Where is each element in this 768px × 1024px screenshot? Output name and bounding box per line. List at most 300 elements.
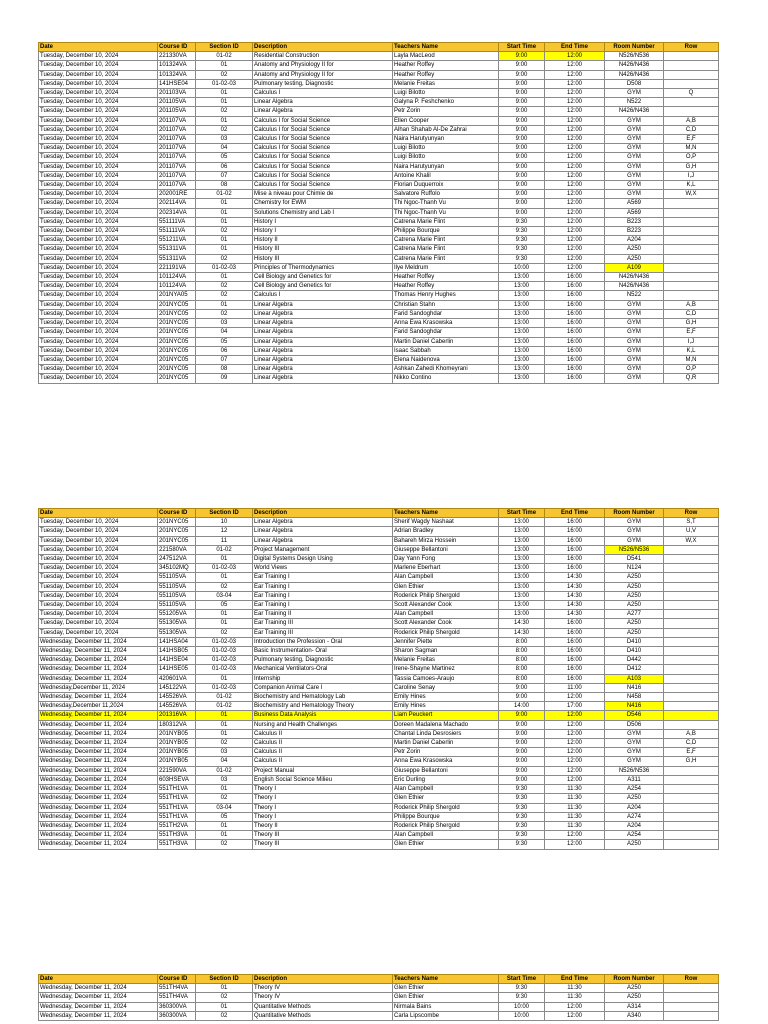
course-id-cell: 551311VA (158, 245, 196, 254)
table-row (39, 355, 719, 364)
date-cell: Wednesday, December 11, 2024 (39, 821, 158, 830)
row-cell (664, 711, 719, 720)
date-cell: Tuesday, December 10, 2024 (39, 89, 158, 98)
description-cell: Calculus I for Social Science (253, 162, 393, 171)
section-id-cell: 01 (196, 61, 253, 70)
row-cell (664, 217, 719, 226)
course-id-cell: 201107VA (158, 153, 196, 162)
header-row (39, 43, 719, 52)
description-cell: Solutions Chemistry and Lab I (253, 208, 393, 217)
row-cell: C,D (664, 309, 719, 318)
date-cell: Wednesday, December 11, 2024 (39, 812, 158, 821)
end-time-cell: 14:30 (545, 573, 605, 582)
course-id-cell: 202001RE (158, 190, 196, 199)
course-id-cell: 551305VA (158, 628, 196, 637)
section-id-cell: 01-02-03 (196, 564, 253, 573)
end-time-cell: 12:00 (545, 107, 605, 116)
table-row (39, 282, 719, 291)
date-cell: Wednesday,December 11,2024 (39, 702, 158, 711)
table-row (39, 291, 719, 300)
row-cell: I,J (664, 171, 719, 180)
table-row (39, 70, 719, 79)
teacher-cell: Martin Daniel Caberlin (393, 337, 499, 346)
row-cell (664, 227, 719, 236)
teacher-cell: Caroline Senay (393, 683, 499, 692)
course-id-cell: 603HSEVA (158, 775, 196, 784)
course-id-cell: 551105VA (158, 573, 196, 582)
section-id-cell: 02 (196, 582, 253, 591)
table-row (39, 628, 719, 637)
end-time-cell: 16:00 (545, 628, 605, 637)
description-cell: Residential Construction (253, 52, 393, 61)
date-cell: Tuesday, December 10, 2024 (39, 79, 158, 88)
row-cell (664, 803, 719, 812)
teacher-cell: Ashkan Zahedi Khomeyrani (393, 365, 499, 374)
course-id-cell: 201107VA (158, 125, 196, 134)
row-cell: A,B (664, 116, 719, 125)
description-cell: Linear Algebra (253, 536, 393, 545)
teacher-cell: Petr Zorin (393, 107, 499, 116)
teacher-cell: Roderick Philip Shergold (393, 803, 499, 812)
course-id-cell: 551TH4VA (158, 984, 196, 993)
teacher-cell: Melanie Freitas (393, 656, 499, 665)
date-cell: Tuesday, December 10, 2024 (39, 527, 158, 536)
table-row (39, 190, 719, 199)
table-row (39, 263, 719, 272)
teacher-cell: Day Yann Fong (393, 555, 499, 564)
description-cell: Calculus I (253, 291, 393, 300)
description-cell: Cell Biology and Genetics for (253, 273, 393, 282)
start-time-cell: 9:00 (499, 116, 545, 125)
teacher-cell: Ilye Meldrum (393, 263, 499, 272)
section-id-cell: 01 (196, 555, 253, 564)
teacher-cell: Nirmala Bains (393, 1002, 499, 1011)
row-cell (664, 591, 719, 600)
date-cell: Tuesday, December 10, 2024 (39, 555, 158, 564)
start-time-cell: 9:00 (499, 153, 545, 162)
section-id-cell: 01 (196, 98, 253, 107)
course-id-cell: 101124VA (158, 282, 196, 291)
table-row (39, 610, 719, 619)
section-id-cell: 02 (196, 291, 253, 300)
row-cell (664, 582, 719, 591)
date-cell: Tuesday, December 10, 2024 (39, 227, 158, 236)
room-cell: GYM (605, 89, 664, 98)
room-cell: GYM (605, 328, 664, 337)
date-cell: Wednesday, December 11, 2024 (39, 656, 158, 665)
row-cell: M,N (664, 144, 719, 153)
teacher-cell: Luigi Bilotto (393, 89, 499, 98)
table-row (39, 144, 719, 153)
end-time-cell: 11:30 (545, 785, 605, 794)
row-cell (664, 628, 719, 637)
room-cell: A250 (605, 254, 664, 263)
start-time-cell: 9:30 (499, 217, 545, 226)
teacher-cell: Tassia Camoes-Araujo (393, 674, 499, 683)
date-cell: Tuesday, December 10, 2024 (39, 98, 158, 107)
course-id-cell: 201NYC05 (158, 328, 196, 337)
room-cell: A340 (605, 1011, 664, 1020)
section-id-cell: 01-02-03 (196, 79, 253, 88)
teacher-cell: Chantal Linda Desrosiers (393, 729, 499, 738)
section-id-cell: 01-02-03 (196, 683, 253, 692)
description-cell: Mechanical Ventilators-Oral (253, 665, 393, 674)
course-id-cell: 201107VA (158, 144, 196, 153)
description-cell: Principles of Thermodynamics (253, 263, 393, 272)
row-cell: E,F (664, 135, 719, 144)
description-cell: Theory II (253, 821, 393, 830)
start-time-cell: 13:00 (499, 309, 545, 318)
header-start: Start Time (499, 509, 545, 518)
date-cell: Tuesday, December 10, 2024 (39, 153, 158, 162)
section-id-cell: 03 (196, 748, 253, 757)
description-cell: Linear Algebra (253, 319, 393, 328)
description-cell: Theory IV (253, 993, 393, 1002)
room-cell: D546 (605, 711, 664, 720)
start-time-cell: 13:00 (499, 536, 545, 545)
section-id-cell: 02 (196, 309, 253, 318)
description-cell: Linear Algebra (253, 374, 393, 383)
row-cell: E,F (664, 748, 719, 757)
row-cell (664, 656, 719, 665)
end-time-cell: 12:00 (545, 153, 605, 162)
start-time-cell: 9:30 (499, 840, 545, 849)
description-cell: Calculus II (253, 739, 393, 748)
teacher-cell: Luigi Bilotto (393, 153, 499, 162)
start-time-cell: 9:00 (499, 739, 545, 748)
date-cell: Tuesday, December 10, 2024 (39, 582, 158, 591)
table-row (39, 748, 719, 757)
table-row (39, 245, 719, 254)
header-description: Description (253, 43, 393, 52)
date-cell: Wednesday, December 11, 2024 (39, 637, 158, 646)
table-row (39, 300, 719, 309)
description-cell: Ear Training III (253, 628, 393, 637)
table-row (39, 89, 719, 98)
room-cell: GYM (605, 181, 664, 190)
table-row (39, 656, 719, 665)
room-cell: A250 (605, 245, 664, 254)
start-time-cell: 13:00 (499, 527, 545, 536)
teacher-cell: Farid Sandoghdar (393, 328, 499, 337)
table-row (39, 674, 719, 683)
date-cell: Tuesday, December 10, 2024 (39, 536, 158, 545)
end-time-cell: 16:00 (545, 282, 605, 291)
table-row (39, 821, 719, 830)
start-time-cell: 9:00 (499, 729, 545, 738)
end-time-cell: 16:00 (545, 355, 605, 364)
start-time-cell: 9:00 (499, 125, 545, 134)
description-cell: Linear Algebra (253, 98, 393, 107)
table-row (39, 711, 719, 720)
room-cell: N526/N536 (605, 766, 664, 775)
start-time-cell: 9:30 (499, 993, 545, 1002)
header-row: Row (664, 509, 719, 518)
start-time-cell: 9:00 (499, 199, 545, 208)
teacher-cell: Scott Alexander Cook (393, 619, 499, 628)
course-id-cell: 201NYC05 (158, 355, 196, 364)
row-cell: Q (664, 89, 719, 98)
description-cell: Biochemistry and Hematology Theory (253, 702, 393, 711)
date-cell: Wednesday, December 11, 2024 (39, 840, 158, 849)
section-id-cell: 01 (196, 116, 253, 125)
room-cell: B223 (605, 217, 664, 226)
description-cell: Calculus I (253, 89, 393, 98)
start-time-cell: 9:00 (499, 61, 545, 70)
teacher-cell: Thomas Henry Hughes (393, 291, 499, 300)
teacher-cell: Melanie Freitas (393, 79, 499, 88)
date-cell: Tuesday, December 10, 2024 (39, 190, 158, 199)
date-cell: Tuesday, December 10, 2024 (39, 328, 158, 337)
row-cell (664, 208, 719, 217)
date-cell: Wednesday,December 11, 2024 (39, 683, 158, 692)
section-id-cell: 02 (196, 125, 253, 134)
section-id-cell: 02 (196, 227, 253, 236)
room-cell: N426/N436 (605, 107, 664, 116)
teacher-cell: Roderick Philip Shergold (393, 591, 499, 600)
section-id-cell: 01 (196, 1002, 253, 1011)
date-cell: Wednesday, December 11, 2024 (39, 757, 158, 766)
header-row (39, 509, 719, 518)
description-cell: World Views (253, 564, 393, 573)
description-cell: Calculus II (253, 748, 393, 757)
section-id-cell: 03-04 (196, 591, 253, 600)
description-cell: Ear Training II (253, 610, 393, 619)
description-cell: Pulmonary testing, Diagnostic (253, 79, 393, 88)
description-cell: Calculus I for Social Science (253, 153, 393, 162)
table-row (39, 683, 719, 692)
course-id-cell: 141HSE04 (158, 656, 196, 665)
teacher-cell: Alan Campbell (393, 610, 499, 619)
end-time-cell: 12:00 (545, 162, 605, 171)
section-id-cell: 07 (196, 355, 253, 364)
teacher-cell: Liam Peuckert (393, 711, 499, 720)
room-cell: D410 (605, 637, 664, 646)
row-cell: W,X (664, 190, 719, 199)
description-cell: Theory I (253, 785, 393, 794)
start-time-cell: 8:00 (499, 665, 545, 674)
room-cell: A250 (605, 582, 664, 591)
date-cell: Tuesday, December 10, 2024 (39, 181, 158, 190)
room-cell: A204 (605, 803, 664, 812)
end-time-cell: 12:00 (545, 1002, 605, 1011)
teacher-cell: Alhan Shahab Al-De Zahrai (393, 125, 499, 134)
start-time-cell: 9:00 (499, 683, 545, 692)
table-row (39, 803, 719, 812)
date-cell: Tuesday, December 10, 2024 (39, 107, 158, 116)
end-time-cell: 16:00 (545, 564, 605, 573)
row-cell (664, 693, 719, 702)
table-row (39, 374, 719, 383)
section-id-cell: 02 (196, 254, 253, 263)
room-cell: N426/N436 (605, 61, 664, 70)
table-row (39, 171, 719, 180)
course-id-cell: 201107VA (158, 181, 196, 190)
start-time-cell: 13:00 (499, 365, 545, 374)
row-cell (664, 273, 719, 282)
table-row (39, 591, 719, 600)
room-cell: GYM (605, 162, 664, 171)
table-row (39, 273, 719, 282)
start-time-cell: 13:00 (499, 346, 545, 355)
header-teachers: Teachers Name (393, 975, 499, 984)
course-id-cell: 551311VA (158, 254, 196, 263)
table-row (39, 79, 719, 88)
teacher-cell: Glen Ethier (393, 582, 499, 591)
room-cell: N426/N436 (605, 70, 664, 79)
row-cell (664, 637, 719, 646)
header-section-id: Section ID (196, 43, 253, 52)
section-id-cell: 01-02-03 (196, 665, 253, 674)
end-time-cell: 12:00 (545, 125, 605, 134)
course-id-cell: 201NYB05 (158, 729, 196, 738)
start-time-cell: 8:00 (499, 637, 545, 646)
start-time-cell: 9:00 (499, 98, 545, 107)
description-cell: Quantitative Methods (253, 1002, 393, 1011)
start-time-cell: 14:00 (499, 702, 545, 711)
section-id-cell: 01-02 (196, 545, 253, 554)
schedule-table-3 (38, 974, 719, 1021)
row-cell (664, 245, 719, 254)
date-cell: Tuesday, December 10, 2024 (39, 518, 158, 527)
room-cell: GYM (605, 748, 664, 757)
room-cell: A204 (605, 821, 664, 830)
course-id-cell: 551105VA (158, 582, 196, 591)
course-id-cell: 145526VA (158, 702, 196, 711)
end-time-cell: 14:30 (545, 591, 605, 600)
date-cell: Wednesday, December 11, 2024 (39, 785, 158, 794)
description-cell: History I (253, 227, 393, 236)
description-cell: Calculus I for Social Science (253, 171, 393, 180)
end-time-cell: 12:00 (545, 190, 605, 199)
room-cell: N522 (605, 98, 664, 107)
teacher-cell: Marlene Eberhart (393, 564, 499, 573)
room-cell: GYM (605, 190, 664, 199)
course-id-cell: 221590VA (158, 766, 196, 775)
teacher-cell: Giuseppe Bellantoni (393, 766, 499, 775)
description-cell: History II (253, 236, 393, 245)
row-cell: I,J (664, 337, 719, 346)
section-id-cell: 02 (196, 840, 253, 849)
course-id-cell: 201107VA (158, 135, 196, 144)
row-cell (664, 674, 719, 683)
course-id-cell: 145122VA (158, 683, 196, 692)
row-cell (664, 812, 719, 821)
course-id-cell: 101124VA (158, 273, 196, 282)
row-cell (664, 610, 719, 619)
table-row (39, 365, 719, 374)
room-cell: GYM (605, 355, 664, 364)
teacher-cell: Christian Stahn (393, 300, 499, 309)
date-cell: Tuesday, December 10, 2024 (39, 52, 158, 61)
end-time-cell: 16:00 (545, 545, 605, 554)
room-cell: GYM (605, 171, 664, 180)
course-id-cell: 141HSE04 (158, 79, 196, 88)
header-teachers: Teachers Name (393, 509, 499, 518)
course-id-cell: 551TH2VA (158, 821, 196, 830)
room-cell: D508 (605, 79, 664, 88)
start-time-cell: 13:00 (499, 573, 545, 582)
description-cell: Linear Algebra (253, 328, 393, 337)
teacher-cell: Nikko Contino (393, 374, 499, 383)
teacher-cell: Heather Roffey (393, 273, 499, 282)
course-id-cell: 201107VA (158, 116, 196, 125)
description-cell: Calculus I for Social Science (253, 125, 393, 134)
row-cell: G,H (664, 757, 719, 766)
table-row (39, 527, 719, 536)
table-row (39, 619, 719, 628)
course-id-cell: 201316VA (158, 711, 196, 720)
course-id-cell: 551105VA (158, 591, 196, 600)
date-cell: Wednesday, December 11, 2024 (39, 1002, 158, 1011)
teacher-cell: Ellen Cooper (393, 116, 499, 125)
end-time-cell: 12:00 (545, 263, 605, 272)
course-id-cell: 201103VA (158, 89, 196, 98)
row-cell (664, 993, 719, 1002)
end-time-cell: 12:00 (545, 217, 605, 226)
room-cell: GYM (605, 346, 664, 355)
end-time-cell: 12:00 (545, 1011, 605, 1020)
date-cell: Wednesday, December 11, 2024 (39, 674, 158, 683)
room-cell: A274 (605, 812, 664, 821)
course-id-cell: 101324VA (158, 70, 196, 79)
section-id-cell: 04 (196, 144, 253, 153)
course-id-cell: 201NYC05 (158, 527, 196, 536)
start-time-cell: 13:00 (499, 582, 545, 591)
date-cell: Tuesday, December 10, 2024 (39, 162, 158, 171)
row-cell (664, 984, 719, 993)
row-cell (664, 1011, 719, 1020)
table-row (39, 840, 719, 849)
start-time-cell: 9:00 (499, 766, 545, 775)
table-row (39, 794, 719, 803)
end-time-cell: 11:30 (545, 812, 605, 821)
description-cell: Business Data Analysis (253, 711, 393, 720)
row-cell: M,N (664, 355, 719, 364)
row-cell: K,L (664, 181, 719, 190)
description-cell: Chemistry for EWM (253, 199, 393, 208)
course-id-cell: 201NYC05 (158, 346, 196, 355)
date-cell: Tuesday, December 10, 2024 (39, 337, 158, 346)
description-cell: Ear Training I (253, 582, 393, 591)
row-cell: K,L (664, 346, 719, 355)
end-time-cell: 12:00 (545, 254, 605, 263)
date-cell: Wednesday, December 11, 2024 (39, 720, 158, 729)
room-cell: N458 (605, 693, 664, 702)
section-id-cell: 01-02 (196, 693, 253, 702)
section-id-cell: 05 (196, 337, 253, 346)
course-id-cell: 201NYC05 (158, 536, 196, 545)
description-cell: Ear Training I (253, 573, 393, 582)
table-row (39, 564, 719, 573)
date-cell: Tuesday, December 10, 2024 (39, 236, 158, 245)
room-cell: A569 (605, 208, 664, 217)
date-cell: Tuesday, December 10, 2024 (39, 254, 158, 263)
course-id-cell: 345102MQ (158, 564, 196, 573)
room-cell: GYM (605, 300, 664, 309)
table-row (39, 555, 719, 564)
table-row (39, 785, 719, 794)
description-cell: Theory I (253, 812, 393, 821)
course-id-cell: 141HSE05 (158, 665, 196, 674)
row-cell (664, 236, 719, 245)
row-cell (664, 619, 719, 628)
description-cell: History I (253, 217, 393, 226)
table-row (39, 665, 719, 674)
date-cell: Tuesday, December 10, 2024 (39, 610, 158, 619)
description-cell: Linear Algebra (253, 355, 393, 364)
start-time-cell: 9:00 (499, 181, 545, 190)
